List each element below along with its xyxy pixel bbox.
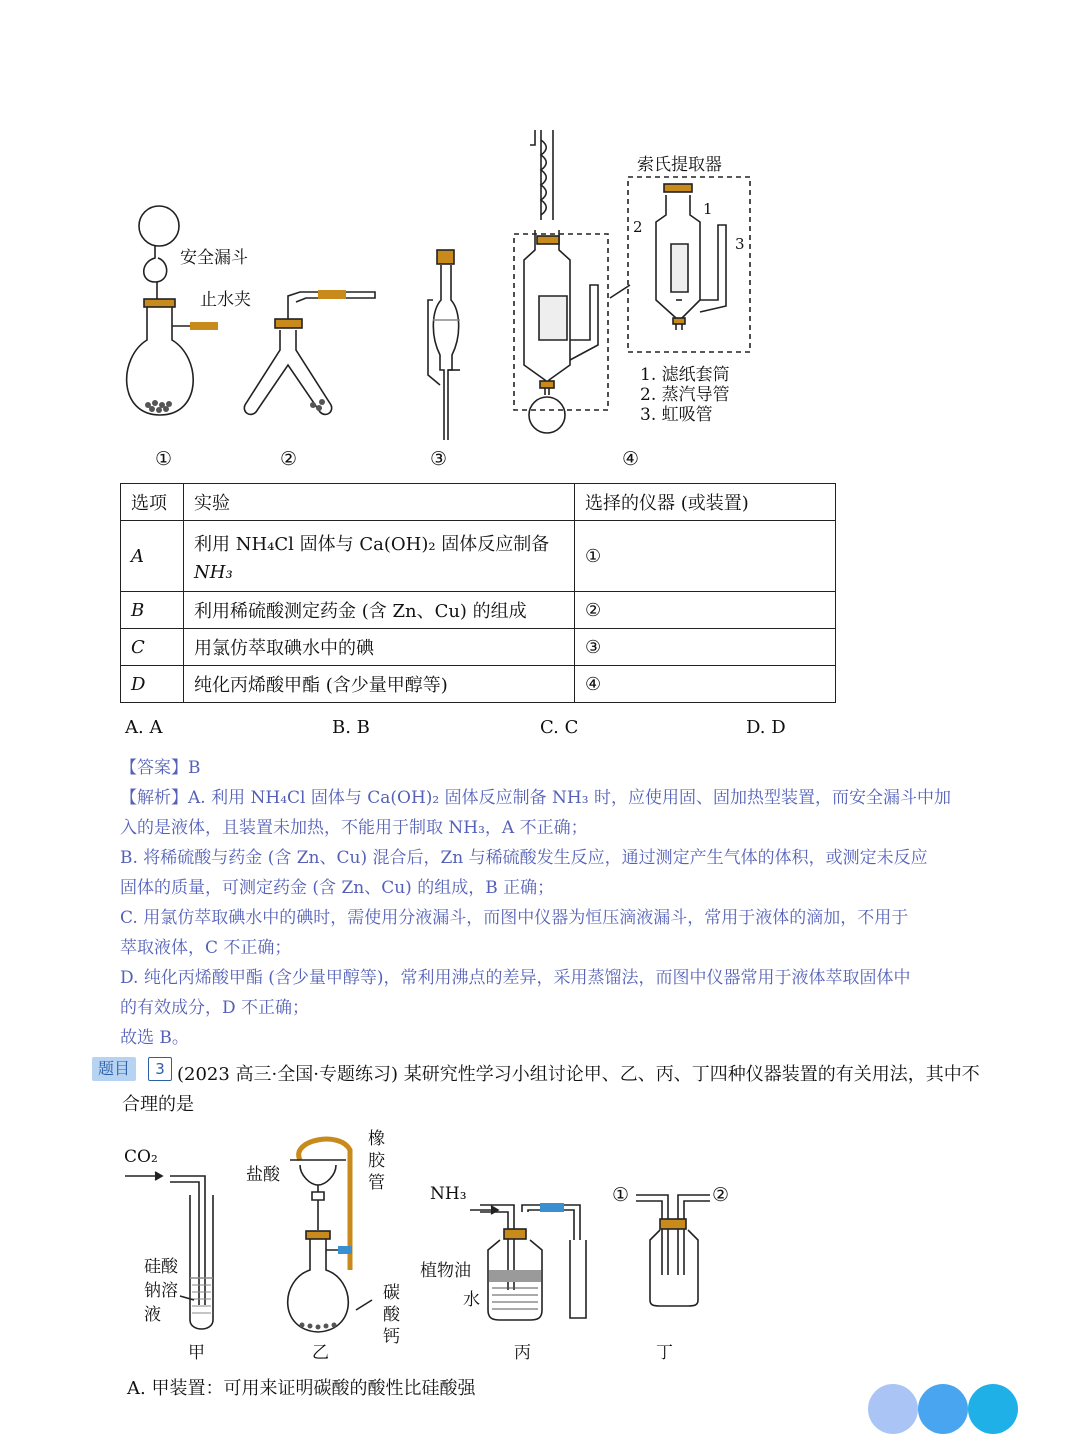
row-experiment: 纯化丙烯酸甲酯 (含少量甲醇等) <box>184 666 575 703</box>
soxhlet-num-2: 2 <box>633 218 643 236</box>
row-experiment: 利用稀硫酸测定药金 (含 Zn、Cu) 的组成 <box>184 592 575 629</box>
veg-oil-label: 植物油 <box>420 1261 471 1281</box>
row-option: C <box>121 629 184 666</box>
port-2-label: ② <box>712 1184 730 1206</box>
apparatus-jia <box>125 1172 213 1329</box>
corner-decoration <box>868 1384 918 1434</box>
nh3-label: NH₃ <box>430 1184 467 1204</box>
apparatus-figure-2 <box>0 1110 1080 1370</box>
co2-label: CO₂ <box>124 1147 158 1167</box>
corner-decoration <box>968 1384 1018 1434</box>
question-number: 3 <box>148 1057 172 1081</box>
sodium-silicate-label-1: 硅酸 <box>144 1257 178 1277</box>
safety-funnel-label: 安全漏斗 <box>180 248 248 268</box>
question-tag: 题目 <box>92 1057 136 1081</box>
apparatus-bing <box>470 1205 586 1320</box>
rubber-tube-label-1: 橡 <box>368 1129 385 1149</box>
table-row <box>121 521 836 592</box>
soxhlet-legend-1: 1. 滤纸套筒 <box>640 365 730 385</box>
answer-line: 【答案】B <box>120 758 201 778</box>
choice-b[interactable]: B. B <box>332 717 370 738</box>
analysis-line-7: D. 纯化丙烯酸甲酯 (含少量甲醇等)，常利用沸点的差异，采用蒸馏法，而图中仪器常用于液体萃取固体中 <box>120 968 911 988</box>
row-device: ② <box>575 592 836 629</box>
soxhlet-title: 索氏提取器 <box>637 155 722 175</box>
apparatus-2-y-tube <box>244 292 375 414</box>
soxhlet-num-3: 3 <box>735 235 745 253</box>
apparatus-number-1: ① <box>155 448 173 470</box>
water-label: 水 <box>463 1290 480 1310</box>
header-experiment: 实验 <box>184 484 575 521</box>
row-experiment <box>184 521 575 592</box>
row-experiment-line1: 利用 NH₄Cl 固体与 Ca(OH)₂ 固体反应制备 <box>194 533 550 555</box>
row-experiment: 用氯仿萃取碘水中的碘 <box>184 629 575 666</box>
analysis-line-5: C. 用氯仿萃取碘水中的碘时，需使用分液漏斗，而图中仪器为恒压滴液漏斗，常用于液体的滴加，不用于 <box>120 908 909 928</box>
water-clip-label: 止水夹 <box>200 290 251 310</box>
header-option: 选项 <box>121 484 184 521</box>
table-row <box>121 629 836 666</box>
question-stem-line2: 合理的是 <box>122 1094 194 1115</box>
apparatus-ding <box>636 1195 710 1306</box>
analysis-line-9: 故选 B。 <box>120 1028 189 1048</box>
header-device: 选择的仪器 (或装置) <box>575 484 836 521</box>
apparatus-figure-1 <box>0 0 1080 480</box>
caco3-label-3: 钙 <box>383 1327 400 1347</box>
question-stem-line1: (2023 高三·全国·专题练习) 某研究性学习小组讨论甲、乙、丙、丁四种仪器装置的有关用法，其中不 <box>177 1064 980 1085</box>
sodium-silicate-label-2: 钠溶 <box>144 1281 178 1301</box>
choice-d[interactable]: D. D <box>746 717 786 738</box>
sodium-silicate-label-3: 液 <box>144 1305 161 1325</box>
name-yi: 乙 <box>312 1343 329 1363</box>
table-row <box>121 592 836 629</box>
analysis-line-8: 的有效成分，D 不正确； <box>120 998 310 1018</box>
apparatus-1-safety-funnel-flask <box>127 206 194 415</box>
row-option: D <box>121 666 184 703</box>
row-option: A <box>121 521 184 592</box>
soxhlet-legend-3: 3. 虹吸管 <box>640 405 713 425</box>
soxhlet-num-1: 1 <box>703 200 713 218</box>
row-device: ④ <box>575 666 836 703</box>
caco3-label-2: 酸 <box>383 1305 400 1325</box>
caco3-label-1: 碳 <box>383 1283 400 1303</box>
rubber-tube-label-3: 管 <box>368 1173 385 1193</box>
choice-c[interactable]: C. C <box>540 717 579 738</box>
choice-a[interactable]: A. A <box>125 717 163 738</box>
table-row <box>121 666 836 703</box>
table-header-row <box>121 484 836 521</box>
apparatus-3-pressure-funnel <box>428 265 460 440</box>
name-bing: 丙 <box>514 1343 531 1363</box>
analysis-line-4: 固体的质量，可测定药金 (含 Zn、Cu) 的组成，B 正确； <box>120 878 555 898</box>
soxhlet-legend-2: 2. 蒸汽导管 <box>640 385 730 405</box>
apparatus-4-soxhlet <box>514 130 630 433</box>
name-jia: 甲 <box>188 1343 205 1363</box>
rubber-tube-label-2: 胶 <box>368 1151 385 1171</box>
hcl-label: 盐酸 <box>246 1165 280 1185</box>
row-device: ③ <box>575 629 836 666</box>
port-1-label: ① <box>612 1184 630 1206</box>
analysis-line-6: 萃取液体，C 不正确； <box>120 938 292 958</box>
apparatus-number-2: ② <box>280 448 298 470</box>
corner-decoration <box>918 1384 968 1434</box>
soxhlet-enlarged <box>628 177 750 352</box>
name-ding: 丁 <box>656 1343 673 1363</box>
analysis-line-1: 【解析】A. 利用 NH₄Cl 固体与 Ca(OH)₂ 固体反应制备 NH₃ 时，应使用固、固加热型装置，而安全漏斗中加 <box>120 788 951 808</box>
apparatus-number-3: ③ <box>430 448 448 470</box>
row-option: B <box>121 592 184 629</box>
option-a-text[interactable]: A. 甲装置：可用来证明碳酸的酸性比硅酸强 <box>127 1378 476 1399</box>
analysis-line-2: 入的是液体，且装置未加热，不能用于制取 NH₃，A 不正确； <box>120 818 588 838</box>
row-experiment-line2: NH₃ <box>194 561 233 583</box>
apparatus-number-4: ④ <box>622 448 640 470</box>
row-device: ① <box>575 521 836 592</box>
analysis-line-3: B. 将稀硫酸与药金 (含 Zn、Cu) 混合后，Zn 与稀硫酸发生反应，通过测定产生气体的体积，或测定未反应 <box>120 848 928 868</box>
options-table <box>120 483 836 703</box>
